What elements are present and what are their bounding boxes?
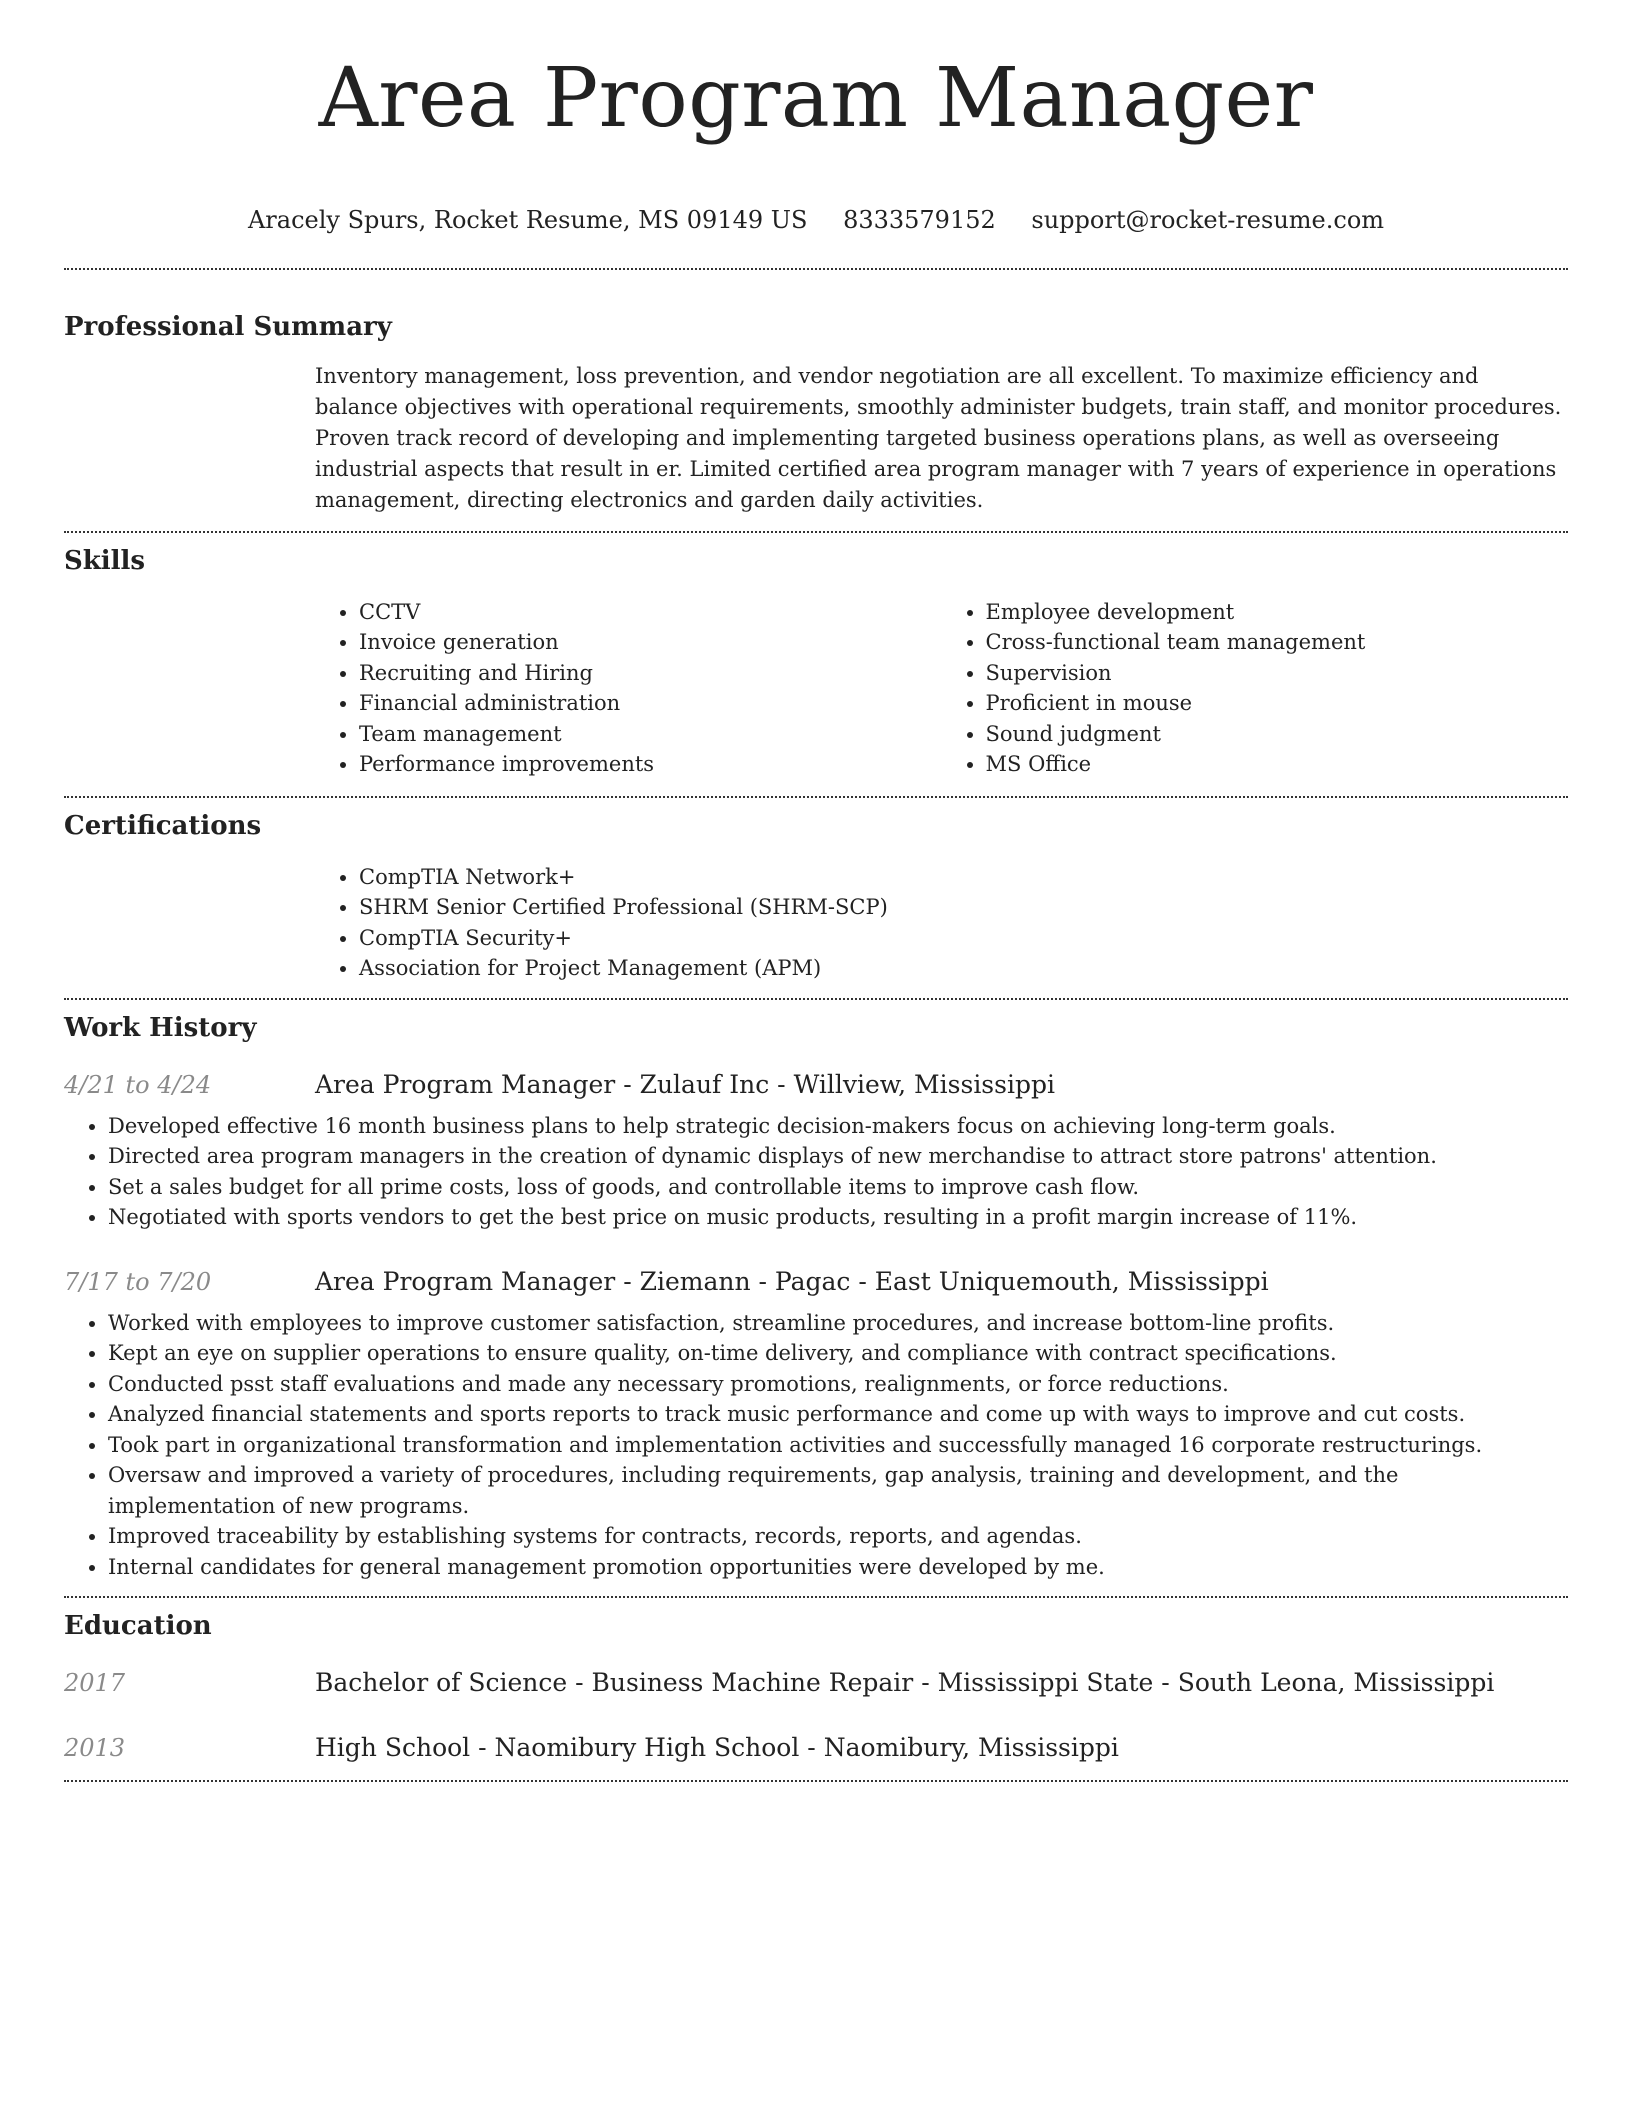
certification-item: • SHRM Senior Certified Professional (SHRM-SCP) [359, 892, 1568, 923]
job-bullet: • Oversaw and improved a variety of procedures, including requirements, gap analysis, training and development, and the implementation of new programs. [108, 1460, 1568, 1521]
education-year: 2013 [64, 1734, 126, 1763]
job-bullet: • Kept an eye on supplier operations to ensure quality, on-time delivery, and compliance with contract specifications. [108, 1338, 1568, 1369]
skill-item: • Recruiting and Hiring [359, 658, 942, 689]
skill-item: • Proficient in mouse [986, 688, 1569, 719]
contact-line [64, 205, 1568, 235]
education-degree: High School - Naomibury High School - Naomibury, Mississippi [315, 1733, 1119, 1763]
skill-item: • Supervision [986, 658, 1569, 689]
section-divider [64, 1780, 1568, 1782]
job-bullet: • Directed area program managers in the creation of dynamic displays of new merchandise to attract store patrons' attention. [108, 1141, 1568, 1172]
job-title: Area Program Manager - Zulauf Inc - Willview, Mississippi [315, 1069, 1055, 1099]
job-title: Area Program Manager - Ziemann - Pagac - East Uniquemouth, Mississippi [315, 1266, 1269, 1296]
skill-item: • Invoice generation [359, 627, 942, 658]
education-heading: Education [64, 1611, 212, 1642]
education-section [64, 1598, 1568, 1780]
skills-list-left [315, 597, 942, 780]
work-history-section [64, 1000, 1568, 1597]
education-year: 2017 [64, 1669, 126, 1698]
summary-text: Inventory management, loss prevention, and vendor negotiation are all excellent. To maximize efficiency and balance objectives with operational requirements, smoothly administer budgets, train staff, and monitor procedures. Proven track record of developing and implementing targeted business operations plans, as well as overseeing industrial aspects that result in er. Limited certified area program manager with 7 years of experience in operations management, directing electronics and garden daily activities. [315, 363, 1562, 512]
job-bullets [64, 1111, 1568, 1233]
contact-phone: 8333579152 [843, 205, 996, 234]
job-bullet: • Developed effective 16 month business plans to help strategic decision-makers focus on achieving long-term goals. [108, 1111, 1568, 1142]
job-date: 4/21 to 4/24 [64, 1070, 212, 1099]
certifications-list [315, 862, 1568, 984]
job-bullet: • Negotiated with sports vendors to get the best price on music products, resulting in a profit margin increase of 11%. [108, 1202, 1568, 1233]
skills-list-right [942, 597, 1569, 780]
job-date: 7/17 to 7/20 [64, 1267, 212, 1296]
skill-item: • Performance improvements [359, 749, 942, 780]
certification-item: • CompTIA Security+ [359, 923, 1568, 954]
job-entry [64, 1267, 1568, 1583]
job-bullet: • Internal candidates for general management promotion opportunities were developed by me. [108, 1552, 1568, 1583]
education-entry [64, 1733, 1568, 1762]
resume-page [64, 0, 1568, 1782]
work-history-heading: Work History [64, 1012, 257, 1043]
job-bullet: • Took part in organizational transformation and implementation activities and successfully managed 16 corporate restructurings. [108, 1430, 1568, 1461]
education-entry [64, 1668, 1568, 1697]
skill-item: • Financial administration [359, 688, 942, 719]
skill-item: • Cross-functional team management [986, 627, 1569, 658]
job-bullet: • Worked with employees to improve customer satisfaction, streamline procedures, and increase bottom-line profits. [108, 1308, 1568, 1339]
certifications-section [64, 798, 1568, 998]
job-bullet: • Conducted psst staff evaluations and made any necessary promotions, realignments, or force reductions. [108, 1369, 1568, 1400]
summary-section [64, 270, 1568, 531]
job-bullet: • Improved traceability by establishing systems for contracts, records, reports, and agendas. [108, 1521, 1568, 1552]
job-bullet: • Analyzed financial statements and sports reports to track music performance and come up with ways to improve and cut costs. [108, 1399, 1568, 1430]
skill-item: • CCTV [359, 597, 942, 628]
job-bullets [64, 1308, 1568, 1583]
contact-address: Aracely Spurs, Rocket Resume, MS 09149 US [247, 205, 808, 234]
skill-item: • MS Office [986, 749, 1569, 780]
resume-name: Area Program Manager [318, 51, 1314, 146]
certification-item: • Association for Project Management (APM) [359, 953, 1568, 984]
skill-item: • Sound judgment [986, 719, 1569, 750]
education-degree: Bachelor of Science - Business Machine Repair - Mississippi State - South Leona, Mississippi [315, 1668, 1495, 1698]
skills-section [64, 533, 1568, 796]
certification-item: • CompTIA Network+ [359, 862, 1568, 893]
job-bullet: • Set a sales budget for all prime costs, loss of goods, and controllable items to improve cash flow. [108, 1172, 1568, 1203]
skill-item: • Employee development [986, 597, 1569, 628]
summary-heading: Professional Summary [64, 311, 392, 342]
contact-email: support@rocket-resume.com [1031, 205, 1385, 234]
certifications-heading: Certifications [64, 810, 262, 841]
skills-heading: Skills [64, 545, 146, 576]
skill-item: • Team management [359, 719, 942, 750]
job-entry [64, 1070, 1568, 1233]
